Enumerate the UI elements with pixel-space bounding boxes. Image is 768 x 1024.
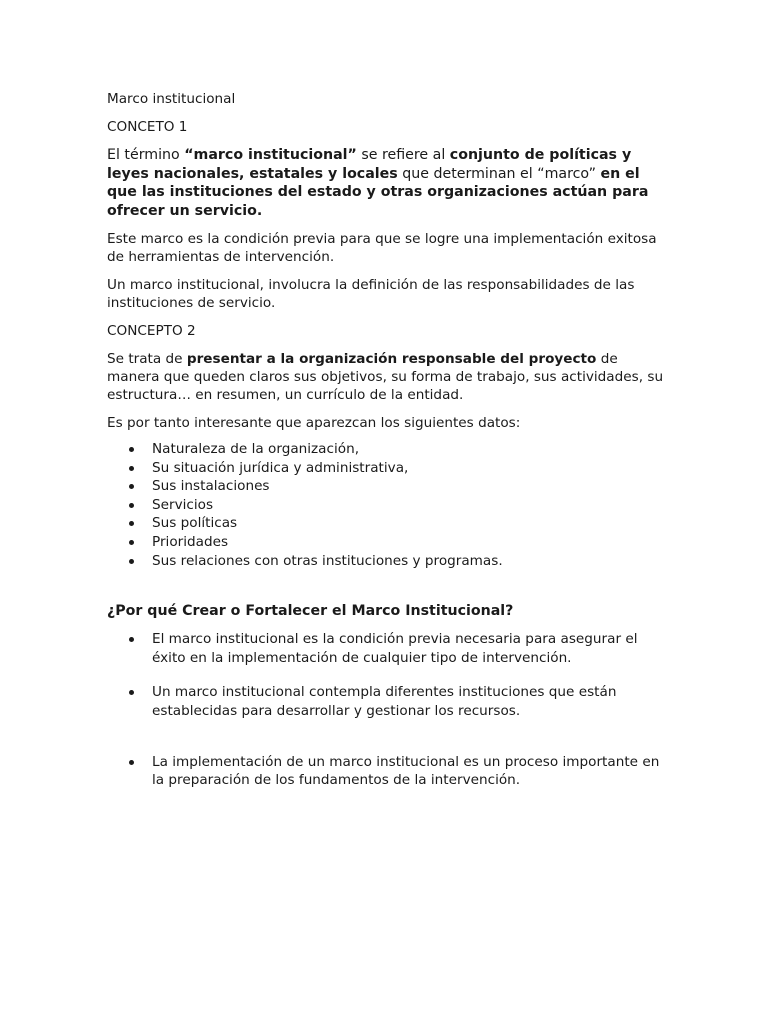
list-item-text: Sus instalaciones <box>152 478 270 495</box>
bullet-icon <box>129 503 134 508</box>
concepto2-heading: CONCEPTO 2 <box>107 323 196 339</box>
list-item-text: Servicios <box>152 496 214 513</box>
text-run: que determinan el “marco” <box>397 165 601 182</box>
list-item-text: Un marco institucional contempla diferentes instituciones que están establecidas para desarrollar y gestionar los recursos. <box>152 684 617 719</box>
list-item <box>107 496 667 515</box>
paragraph-responsabilidades: Un marco institucional, involucra la definición de las responsabilidades de las instituciones de servicio. <box>107 277 635 311</box>
list-item-text: Naturaleza de la organización, <box>152 441 360 457</box>
datos-list <box>107 440 667 570</box>
bullet-icon <box>129 559 134 564</box>
document-title: Marco institucional <box>107 91 236 107</box>
list-item <box>107 552 667 571</box>
bullet-icon <box>129 466 134 471</box>
bold-run: conjunto de políticas y leyes nacionales, estatales y locales <box>107 147 632 182</box>
text-run: El término <box>107 147 185 163</box>
bullet-icon <box>129 540 134 545</box>
bullet-icon <box>129 690 134 695</box>
bullet-icon <box>129 447 134 452</box>
concepto2-paragraph <box>107 350 667 404</box>
list-item <box>107 533 667 552</box>
bullet-icon <box>129 484 134 489</box>
list-item-text: Sus políticas <box>152 515 238 532</box>
bullet-icon <box>129 521 134 526</box>
text-run: Se trata de <box>107 351 187 367</box>
list-item <box>107 514 667 533</box>
why-list <box>107 630 667 790</box>
list-item <box>107 477 667 496</box>
list-item-text: El marco institucional es la condición previa necesaria para asegurar el éxito en la implementación de cualquier tipo de intervención. <box>152 631 638 666</box>
list-item <box>107 440 667 459</box>
bold-run: “marco institucional” <box>184 147 357 163</box>
list-item <box>107 630 667 667</box>
document-body <box>107 90 667 806</box>
bullet-icon <box>129 760 134 765</box>
list-item-text: La implementación de un marco institucional es un proceso importante en la preparación de los fundamentos de la intervención. <box>152 753 660 789</box>
paragraph-condicion: Este marco es la condición previa para que se logre una implementación exitosa de herramientas de intervención. <box>107 231 657 265</box>
bold-run: presentar a la organización responsable del proyecto <box>186 351 597 367</box>
list-item <box>107 459 667 478</box>
bullet-icon <box>129 637 134 642</box>
list-item-text: Prioridades <box>152 533 229 550</box>
concepto1-paragraph <box>107 146 667 220</box>
list-item <box>107 753 667 790</box>
text-run: de manera que queden claros sus objetivos, su forma de trabajo, sus actividades, su estructura… en resumen, un currículo de la entidad. <box>107 351 664 403</box>
bold-run: en el que las instituciones del estado y otras organizaciones actúan para ofrecer un servicio. <box>107 165 649 219</box>
paragraph-datos-intro: Es por tanto interesante que aparezcan los siguientes datos: <box>107 415 521 431</box>
why-heading: ¿Por qué Crear o Fortalecer el Marco Institucional? <box>107 603 514 620</box>
concepto1-heading: CONCETO 1 <box>107 119 188 135</box>
list-item <box>107 683 667 720</box>
list-item-text: Sus relaciones con otras instituciones y programas. <box>152 552 503 569</box>
text-run: se refiere al <box>356 147 450 163</box>
list-item-text: Su situación jurídica y administrativa, <box>152 459 409 476</box>
